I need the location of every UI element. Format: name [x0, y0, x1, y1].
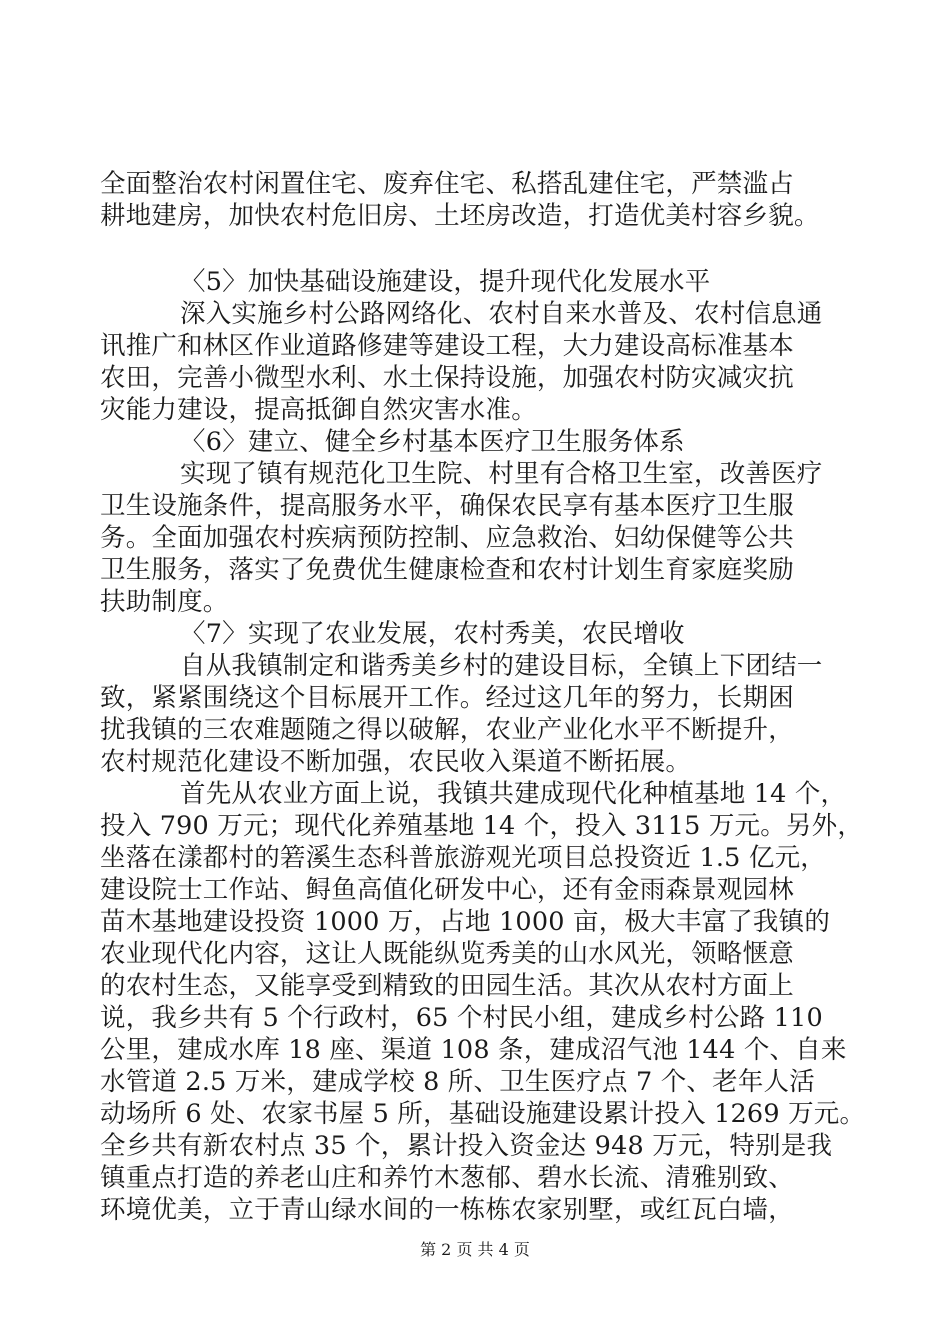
text-line: 卫生服务，落实了免费优生健康检查和农村计划生育家庭奖励	[100, 555, 794, 585]
text-line: 说，我乡共有 5 个行政村，65 个村民小组，建成乡村公路 110	[100, 1003, 823, 1033]
text-line: 讯推广和林区作业道路修建等建设工程，大力建设高标准基本	[100, 331, 794, 361]
text-line: 卫生设施条件，提高服务水平，确保农民享有基本医疗卫生服	[100, 491, 794, 521]
text-line: 首先从农业方面上说，我镇共建成现代化种植基地 14 个，	[180, 779, 847, 809]
text-line: 农村规范化建设不断加强，农民收入渠道不断拓展。	[100, 747, 692, 777]
text-line: 灾能力建设，提高抵御自然灾害水准。	[100, 395, 537, 425]
section-heading-6: 〈6〉建立、健全乡村基本医疗卫生服务体系	[180, 427, 685, 457]
section-heading-7: 〈7〉实现了农业发展，农村秀美，农民增收	[180, 619, 685, 649]
text-line: 动场所 6 处、农家书屋 5 所，基础设施建设累计投入 1269 万元。	[100, 1099, 866, 1129]
text-line: 的农村生态，又能享受到精致的田园生活。其次从农村方面上	[100, 971, 794, 1001]
text-line: 环境优美，立于青山绿水间的一栋栋农家别墅，或红瓦白墙，	[100, 1195, 794, 1225]
text-line: 实现了镇有规范化卫生院、村里有合格卫生室，改善医疗	[180, 459, 823, 489]
text-line: 全面整治农村闲置住宅、废弃住宅、私搭乱建住宅，严禁滥占	[100, 169, 794, 199]
text-line: 建设院士工作站、鲟鱼高值化研发中心，还有金雨森景观园林	[100, 875, 794, 905]
text-line: 镇重点打造的养老山庄和养竹木葱郁、碧水长流、清雅别致、	[100, 1163, 794, 1193]
paragraph-gap	[100, 232, 860, 266]
text-line: 深入实施乡村公路网络化、农村自来水普及、农村信息通	[180, 299, 823, 329]
text-line: 农田，完善小微型水利、水土保持设施，加强农村防灾减灾抗	[100, 363, 794, 393]
document-body	[100, 168, 866, 1226]
text-line: 苗木基地建设投资 1000 万，占地 1000 亩，极大丰富了我镇的	[100, 907, 831, 937]
text-line: 投入 790 万元；现代化养殖基地 14 个，投入 3115 万元。另外，	[100, 811, 864, 841]
page-number-footer: 第 2 页 共 4 页	[420, 1240, 530, 1259]
text-line: 务。全面加强农村疾病预防控制、应急救治、妇幼保健等公共	[100, 523, 794, 553]
text-line: 致，紧紧围绕这个目标展开工作。经过这几年的努力，长期困	[100, 683, 794, 713]
text-line: 农业现代化内容，这让人既能纵览秀美的山水风光，领略惬意	[100, 939, 794, 969]
text-line: 水管道 2.5 万米，建成学校 8 所、卫生医疗点 7 个、老年人活	[100, 1067, 815, 1097]
section-heading-5: 〈5〉加快基础设施建设，提升现代化发展水平	[180, 267, 711, 297]
text-line: 坐落在漾都村的箬溪生态科普旅游观光项目总投资近 1.5 亿元，	[100, 843, 826, 873]
text-line: 全乡共有新农村点 35 个，累计投入资金达 948 万元，特别是我	[100, 1131, 833, 1161]
text-line: 扶助制度。	[100, 587, 229, 617]
text-line: 扰我镇的三农难题随之得以破解，农业产业化水平不断提升，	[100, 715, 794, 745]
text-line: 自从我镇制定和谐秀美乡村的建设目标，全镇上下团结一	[180, 651, 823, 681]
text-line: 耕地建房，加快农村危旧房、土坯房改造，打造优美村容乡貌。	[100, 201, 820, 231]
text-line: 公里，建成水库 18 座、渠道 108 条，建成沼气池 144 个、自来	[100, 1035, 847, 1065]
